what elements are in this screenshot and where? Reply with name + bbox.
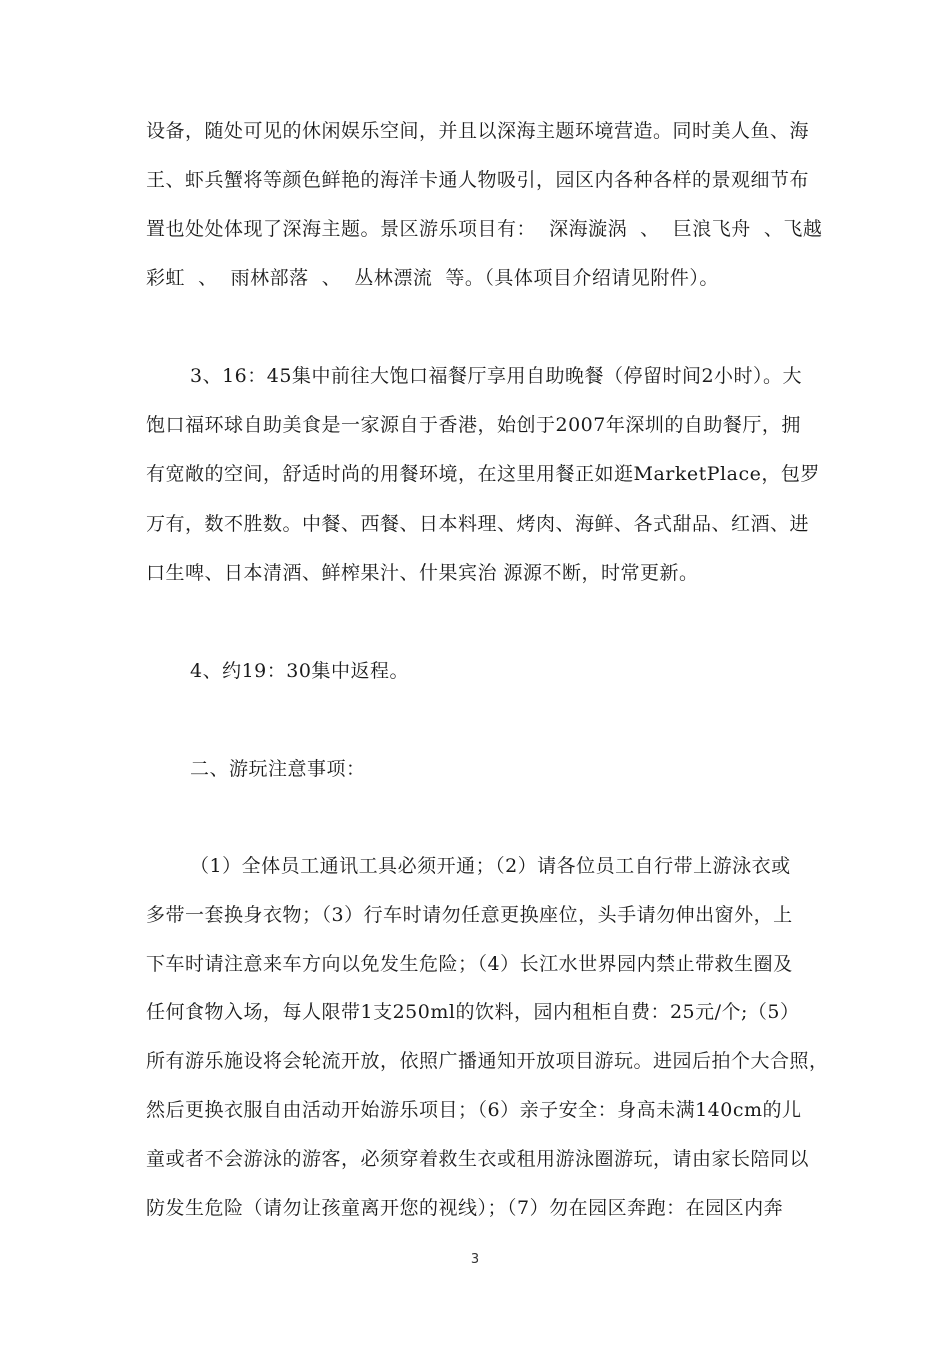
text-line: 万有，数不胜数。中餐、西餐、日本料理、烤肉、海鲜、各式甜品、红酒、进 xyxy=(146,513,810,535)
text-line: 口生啤、日本清酒、鲜榨果汁、什果宾治 源源不断，时常更新。 xyxy=(146,562,699,584)
text-line: 置也处处体现了深海主题。景区游乐项目有： 深海漩涡 、 巨浪飞舟 、飞越 xyxy=(146,218,823,240)
text-line: 任何食物入场，每人限带1支250ml的饮料，园内租柜自费：25元/个;（5） xyxy=(146,1001,800,1023)
section-heading: 二、游玩注意事项： xyxy=(190,758,366,780)
text-line: 多带一套换身衣物；（3）行车时请勿任意更换座位，头手请勿伸出窗外，上 xyxy=(146,904,793,926)
text-line: 王、虾兵蟹将等颜色鲜艳的海洋卡通人物吸引，园区内各种各样的景观细节布 xyxy=(146,169,810,191)
page-number: 3 xyxy=(470,1252,480,1267)
text-line: 下车时请注意来车方向以免发生危险；（4）长江水世界园内禁止带救生圈及 xyxy=(146,953,793,975)
text-line: 设备，随处可见的休闲娱乐空间，并且以深海主题环境营造。同时美人鱼、海 xyxy=(146,120,810,142)
paragraph-return: 4、约19：30集中返程。 xyxy=(190,660,409,682)
text-line: 饱口福环球自助美食是一家源自于香港，始创于2007年深圳的自助餐厅，拥 xyxy=(146,414,801,436)
text-line: 然后更换衣服自由活动开始游乐项目；（6）亲子安全：身高未满140cm的儿 xyxy=(146,1099,802,1121)
text-line: 彩虹 、 雨林部落 、 丛林漂流 等。（具体项目介绍请见附件）。 xyxy=(146,267,719,289)
text-line: 有宽敞的空间，舒适时尚的用餐环境，在这里用餐正如逛MarketPlace，包罗 xyxy=(146,463,820,485)
text-line: 3、16：45集中前往大饱口福餐厅享用自助晚餐（停留时间2小时）。大 xyxy=(190,365,803,387)
text-line: 童或者不会游泳的游客，必须穿着救生衣或租用游泳圈游玩，请由家长陪同以 xyxy=(146,1148,810,1170)
text-line: 防发生危险（请勿让孩童离开您的视线）；（7）勿在园区奔跑：在园区内奔 xyxy=(146,1197,784,1219)
text-line: 所有游乐施设将会轮流开放，依照广播通知开放项目游玩。进园后拍个大合照， xyxy=(146,1050,829,1072)
text-line: （1）全体员工通讯工具必须开通；（2）请各位员工自行带上游泳衣或 xyxy=(190,855,791,877)
